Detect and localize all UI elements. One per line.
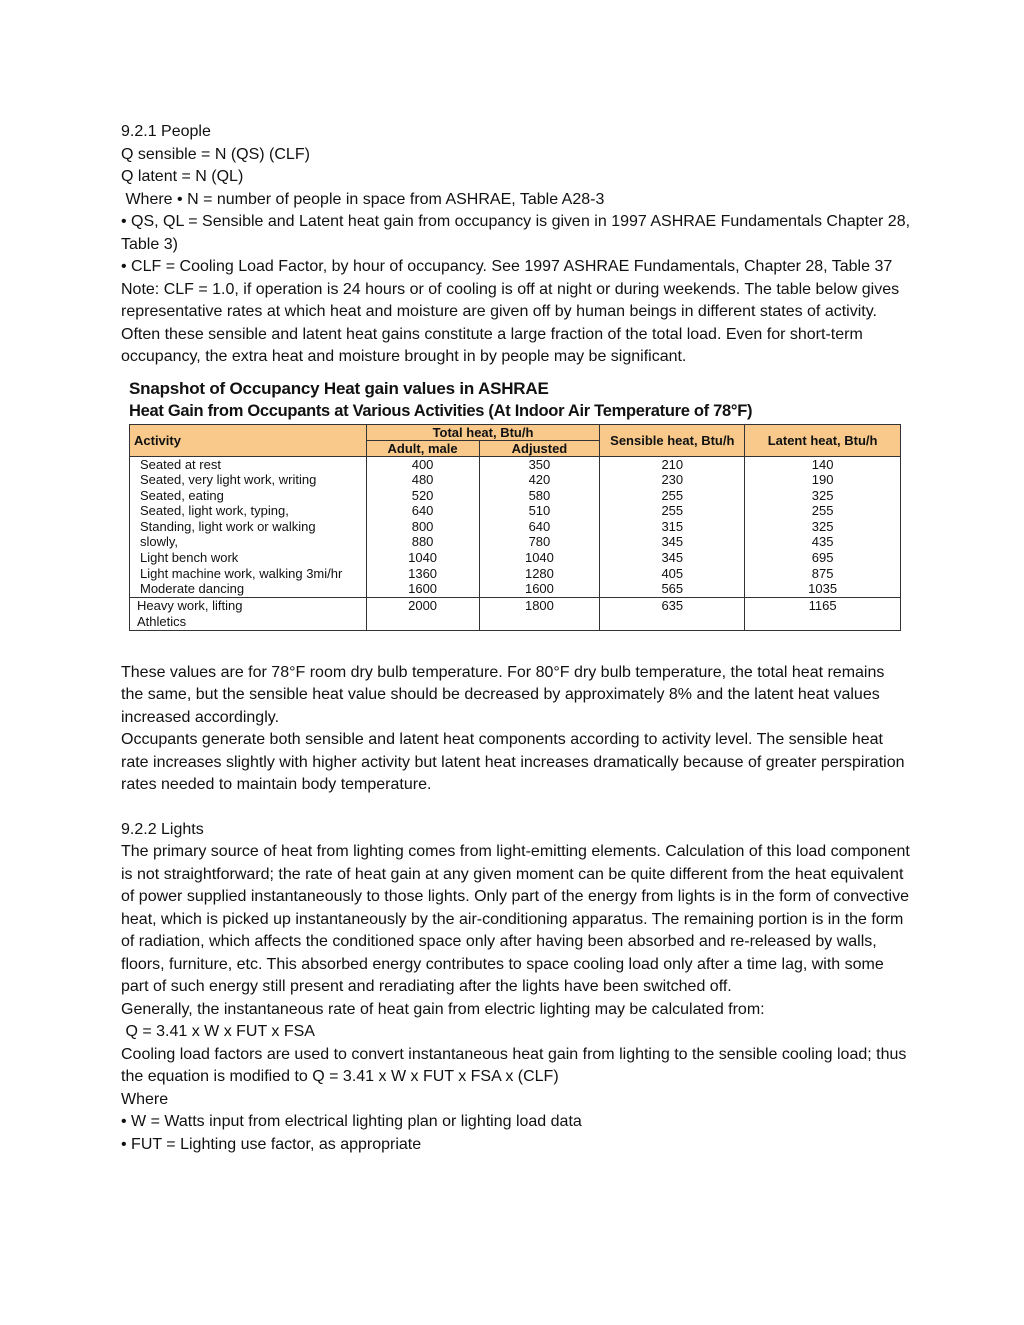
paragraph-occupant-heat: Occupants generate both sensible and latent heat components according to activity level. The sensible heat rate increases slightly with higher activity but latent heat increases dramatically because of greater perspiration rates needed to maintain body temperature. bbox=[121, 731, 905, 794]
paragraph-lighting-rate: Generally, the instantaneous rate of heat gain from electric lighting may be calculated from: bbox=[121, 1000, 765, 1018]
adult-cell: 400 bbox=[366, 456, 479, 472]
adult-cell: 640 bbox=[366, 503, 479, 519]
activity-cell: Light bench work bbox=[130, 550, 367, 566]
activity-cell: Seated at rest bbox=[130, 456, 367, 472]
where-n-definition: Where • N = number of people in space from ASHRAE, Table A28-3 bbox=[121, 190, 605, 208]
paragraph-lighting-source: The primary source of heat from lighting comes from light-emitting elements. Calculation of this load component is not straightforward; the rate of heat gain at any given moment can be quite different from the heat equivalent of power supplied instantaneously to those lights. Only part of the energy from lights is in the form of convective heat, which is picked up instantaneously by the air-conditioning apparatus. The remaining portion is in the form of radiation, which affects the conditioned space only after having been absorbed and re-released by walls, floors, furniture, etc. This absorbed energy contributes to space cooling load only after a time lag, with some part of such energy still present and reradiating after the lights have been switched off. bbox=[121, 843, 910, 996]
activity-cell: Seated, light work, typing, bbox=[130, 503, 367, 519]
adjusted-cell: 420 bbox=[479, 472, 600, 488]
adult-cell: 1040 bbox=[366, 550, 479, 566]
adult-cell: 800 bbox=[366, 519, 479, 535]
paragraph-temperature-note: These values are for 78°F room dry bulb temperature. For 80°F dry bulb temperature, the total heat remains the same, but the sensible heat value should be decreased by approximately 8% and the latent heat values increased accordingly. bbox=[121, 663, 885, 726]
activity-cell: Moderate dancing bbox=[130, 581, 367, 597]
section-heading-lights: 9.2.2 Lights bbox=[121, 820, 204, 838]
table-row bbox=[130, 488, 901, 504]
table-row bbox=[130, 581, 901, 597]
adult-cell: 1360 bbox=[366, 566, 479, 582]
equation-lighting: Q = 3.41 x W x FUT x FSA bbox=[121, 1023, 315, 1041]
adult-cell: 520 bbox=[366, 488, 479, 504]
activity-cell: slowly, bbox=[130, 534, 367, 550]
equation-latent: Q latent = N (QL) bbox=[121, 168, 244, 185]
fut-definition: • FUT = Lighting use factor, as appropriate bbox=[121, 1135, 422, 1153]
latent-cell: 190 bbox=[745, 472, 901, 488]
header-adjusted: Adjusted bbox=[479, 440, 600, 456]
table-row bbox=[130, 566, 901, 582]
document-page bbox=[121, 121, 911, 1156]
heat-gain-snapshot bbox=[129, 378, 904, 631]
sensible-cell: 635 bbox=[600, 597, 745, 630]
sensible-cell: 345 bbox=[600, 534, 745, 550]
adjusted-cell: 1600 bbox=[479, 581, 600, 597]
header-adult-male: Adult, male bbox=[366, 440, 479, 456]
header-total-heat: Total heat, Btu/h bbox=[366, 424, 600, 440]
adjusted-cell: 510 bbox=[479, 503, 600, 519]
table-row bbox=[130, 472, 901, 488]
clf-definition: • CLF = Cooling Load Factor, by hour of occupancy. See 1997 ASHRAE Fundamentals, Chapter 28, Table 37 Note: CLF = 1.0, if operation is 24 hours or of cooling is off at night or during weekends. The table below gives representative rates at which heat and moisture are given off by human beings in different states of activity. Often these sensible and latent heat gains constitute a large fraction of the total load. Even for short-term occupancy, the extra heat and moisture brought in by people may be significant. bbox=[121, 258, 900, 365]
table-row bbox=[130, 534, 901, 550]
adjusted-cell: 1800 bbox=[479, 597, 600, 630]
sensible-cell: 405 bbox=[600, 566, 745, 582]
where-label: Where bbox=[121, 1090, 169, 1108]
adjusted-cell: 350 bbox=[479, 456, 600, 472]
adult-cell: 480 bbox=[366, 472, 479, 488]
activity-cell: Standing, light work or walking bbox=[130, 519, 367, 535]
latent-cell: 140 bbox=[745, 456, 901, 472]
adjusted-cell: 640 bbox=[479, 519, 600, 535]
latent-cell: 325 bbox=[745, 488, 901, 504]
adult-cell: 1600 bbox=[366, 581, 479, 597]
qs-ql-definition: • QS, QL = Sensible and Latent heat gain from occupancy is given in 1997 ASHRAE Fundamentals Chapter 28, Table 3) bbox=[121, 213, 911, 253]
activity-cell: Seated, very light work, writing bbox=[130, 472, 367, 488]
table-row bbox=[130, 503, 901, 519]
header-sensible-heat: Sensible heat, Btu/h bbox=[600, 424, 745, 456]
activity-athletics: Athletics bbox=[137, 613, 187, 629]
activity-cell: Light machine work, walking 3mi/hr bbox=[130, 566, 367, 582]
latent-cell: 255 bbox=[745, 503, 901, 519]
snapshot-title: Snapshot of Occupancy Heat gain values in ASHRAE bbox=[129, 378, 549, 398]
latent-cell: 1035 bbox=[745, 581, 901, 597]
latent-cell: 435 bbox=[745, 534, 901, 550]
sensible-cell: 230 bbox=[600, 472, 745, 488]
latent-cell: 875 bbox=[745, 566, 901, 582]
activity-heavy-work: Heavy work, lifting bbox=[137, 597, 243, 613]
adjusted-cell: 1280 bbox=[479, 566, 600, 582]
adjusted-cell: 780 bbox=[479, 534, 600, 550]
latent-cell: 695 bbox=[745, 550, 901, 566]
sensible-cell: 315 bbox=[600, 519, 745, 535]
table-row bbox=[130, 519, 901, 535]
activity-cell: Seated, eating bbox=[130, 488, 367, 504]
sensible-cell: 345 bbox=[600, 550, 745, 566]
adjusted-cell: 1040 bbox=[479, 550, 600, 566]
w-definition: • W = Watts input from electrical lighting plan or lighting load data bbox=[121, 1113, 582, 1131]
sensible-cell: 565 bbox=[600, 581, 745, 597]
adult-cell: 2000 bbox=[366, 597, 479, 630]
latent-cell: 325 bbox=[745, 519, 901, 535]
adjusted-cell: 580 bbox=[479, 488, 600, 504]
activity-cell bbox=[130, 597, 367, 630]
snapshot-subtitle: Heat Gain from Occupants at Various Activities (At Indoor Air Temperature of 78°F) bbox=[129, 401, 753, 420]
header-latent-heat: Latent heat, Btu/h bbox=[745, 424, 901, 456]
latent-cell: 1165 bbox=[745, 597, 901, 630]
equation-sensible: Q sensible = N (QS) (CLF) bbox=[121, 145, 310, 163]
table-row bbox=[130, 550, 901, 566]
sensible-cell: 255 bbox=[600, 488, 745, 504]
table-row bbox=[130, 456, 901, 472]
sensible-cell: 255 bbox=[600, 503, 745, 519]
paragraph-cooling-load-factors: Cooling load factors are used to convert instantaneous heat gain from lighting to the sensible cooling load; thus the equation is modified to Q = 3.41 x W x FUT x FSA x (CLF) bbox=[121, 1045, 907, 1086]
section-heading-people: 9.2.1 People bbox=[121, 123, 211, 140]
adult-cell: 880 bbox=[366, 534, 479, 550]
heat-gain-table bbox=[129, 424, 901, 631]
sensible-cell: 210 bbox=[600, 456, 745, 472]
table-row-heavy-work bbox=[130, 597, 901, 630]
header-activity: Activity bbox=[130, 424, 367, 456]
